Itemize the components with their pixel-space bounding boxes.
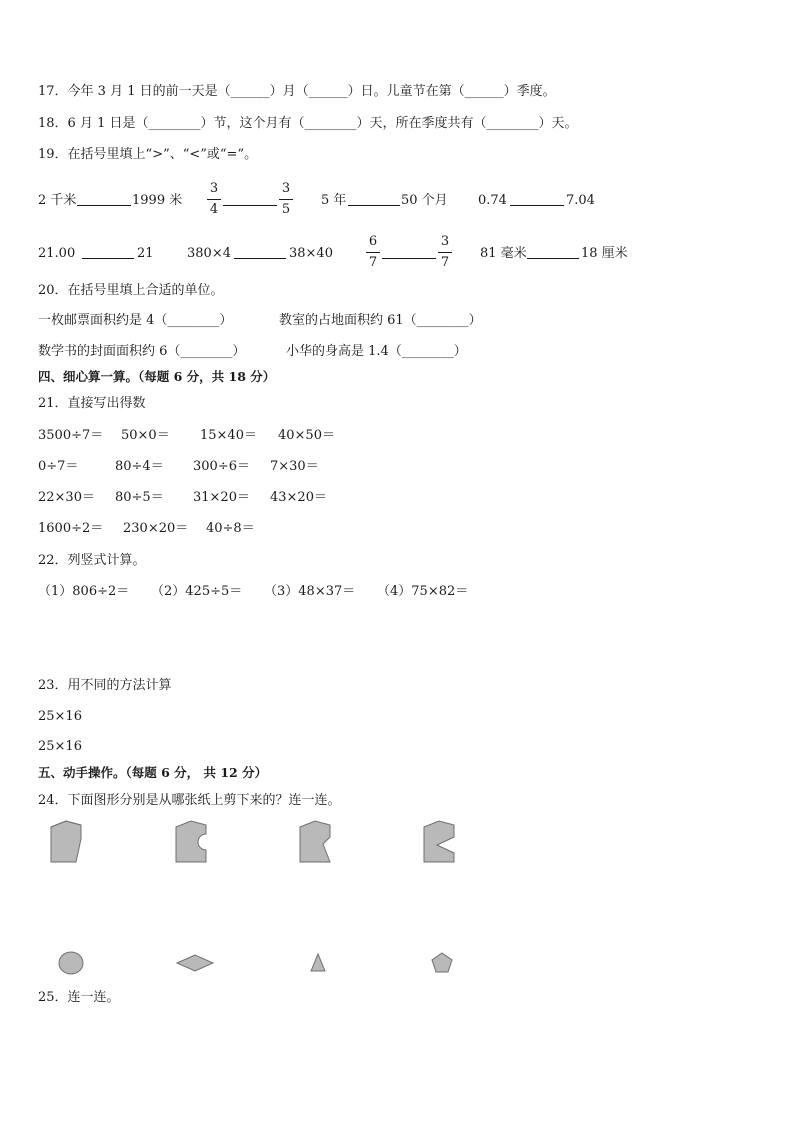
question-19-title: 19．在括号里填上“>”、“<”或“=”。 <box>38 147 258 162</box>
q19-r2-c-blank[interactable] <box>382 246 436 259</box>
q19-r2-a-right: 21 <box>137 246 154 261</box>
q23-line-1: 25×16 <box>38 709 82 724</box>
question-22-title: 22．列竖式计算。 <box>38 553 146 568</box>
q21-item: 0÷7＝ <box>38 459 79 474</box>
section-5-heading: 五、动手操作。（每题 6 分， 共 12 分） <box>38 765 268 780</box>
q19-r1-c-left: 5 年 <box>321 193 347 208</box>
q19-r2-b-right: 38×40 <box>289 246 333 261</box>
q21-item: 80÷5＝ <box>115 490 164 505</box>
cut-paper-shape-4-icon[interactable] <box>421 819 461 865</box>
q19-r2-b-left: 380×4 <box>187 246 231 261</box>
q19-r1-b-blank[interactable] <box>223 193 277 206</box>
question-21-title: 21．直接写出得数 <box>38 396 146 411</box>
denominator: 7 <box>440 255 450 270</box>
question-20-title: 20．在括号里填上合适的单位。 <box>38 283 224 298</box>
q21-item: 3500÷7＝ <box>38 428 104 443</box>
q21-item: 43×20＝ <box>270 490 327 505</box>
denominator: 4 <box>209 202 219 217</box>
q21-item: 40×50＝ <box>278 428 335 443</box>
q22-item: （1）806÷2＝ <box>38 584 130 599</box>
q23-line-2: 25×16 <box>38 739 82 754</box>
question-25-title: 25．连一连。 <box>38 990 120 1005</box>
q19-r2-d-right: 18 厘米 <box>581 246 628 261</box>
q19-r1-a-left: 2 千米 <box>38 193 77 208</box>
q21-item: 1600÷2＝ <box>38 521 104 536</box>
cut-paper-shape-1-icon[interactable] <box>48 819 88 865</box>
q21-item: 230×20＝ <box>123 521 189 536</box>
numerator: 3 <box>440 234 450 249</box>
q21-item: 22×30＝ <box>38 490 95 505</box>
q20-item-c: 数学书的封面面积约 6（________） <box>38 344 246 359</box>
section-4-heading: 四、细心算一算。（每题 6 分，共 18 分） <box>38 369 276 384</box>
q19-r2-a-blank[interactable] <box>82 246 134 259</box>
q21-item: 50×0＝ <box>121 428 170 443</box>
q21-item: 15×40＝ <box>200 428 257 443</box>
q19-r1-d-left: 0.74 <box>478 193 507 208</box>
q19-r2-a-left: 21.00 <box>38 246 76 261</box>
question-24-title: 24．下面图形分别是从哪张纸上剪下来的？连一连。 <box>38 793 341 808</box>
cut-paper-shape-2-icon[interactable] <box>173 819 213 865</box>
q19-r1-d-blank[interactable] <box>510 193 564 206</box>
q19-r2-d-left: 81 毫米 <box>480 246 527 261</box>
question-18: 18．6 月 1 日是（________）节，这个月有（________）天，所在季度共有（________）天。 <box>38 116 578 131</box>
q21-item: 40÷8＝ <box>206 521 255 536</box>
fraction-bar <box>438 252 452 253</box>
pentagon-shape-icon[interactable] <box>431 952 455 974</box>
q19-r2-d-blank[interactable] <box>527 246 579 259</box>
q22-item: （3）48×37＝ <box>264 584 356 599</box>
q19-r2-c-left-fraction <box>366 234 380 271</box>
q19-r1-c-right: 50 个月 <box>401 193 448 208</box>
numerator: 6 <box>368 234 378 249</box>
q19-r1-b-right-fraction <box>279 181 293 218</box>
q21-item: 31×20＝ <box>193 490 250 505</box>
q22-item: （4）75×82＝ <box>377 584 469 599</box>
rhombus-shape-icon[interactable] <box>176 954 216 972</box>
q20-item-b: 教室的占地面积约 61（________） <box>279 313 482 328</box>
cut-paper-shape-3-icon[interactable] <box>297 819 337 865</box>
question-23-title: 23．用不同的方法计算 <box>38 678 172 693</box>
q19-r1-d-right: 7.04 <box>566 193 595 208</box>
q21-item: 80÷4＝ <box>115 459 164 474</box>
q19-r1-b-left-fraction <box>207 181 221 218</box>
q20-item-d: 小华的身高是 1.4（________） <box>286 344 467 359</box>
q19-r2-c-right-fraction <box>438 234 452 271</box>
q21-item: 300÷6＝ <box>193 459 250 474</box>
question-17: 17．今年 3 月 1 日的前一天是（______）月（______）日。儿童节在第（______）季度。 <box>38 84 556 99</box>
fraction-bar <box>207 199 221 200</box>
fraction-bar <box>279 199 293 200</box>
q19-r1-c-blank[interactable] <box>348 193 400 206</box>
q21-item: 7×30＝ <box>270 459 319 474</box>
q22-item: （2）425÷5＝ <box>151 584 243 599</box>
denominator: 7 <box>368 255 378 270</box>
denominator: 5 <box>281 202 291 217</box>
circle-shape-icon[interactable] <box>58 951 86 975</box>
triangle-shape-icon[interactable] <box>310 953 328 973</box>
q19-r2-b-blank[interactable] <box>234 246 286 259</box>
q20-item-a: 一枚邮票面积约是 4（________） <box>38 313 233 328</box>
fraction-bar <box>366 252 380 253</box>
q19-r1-a-right: 1999 米 <box>132 193 183 208</box>
q19-r1-a-blank[interactable] <box>77 193 131 206</box>
numerator: 3 <box>209 181 219 196</box>
numerator: 3 <box>281 181 291 196</box>
